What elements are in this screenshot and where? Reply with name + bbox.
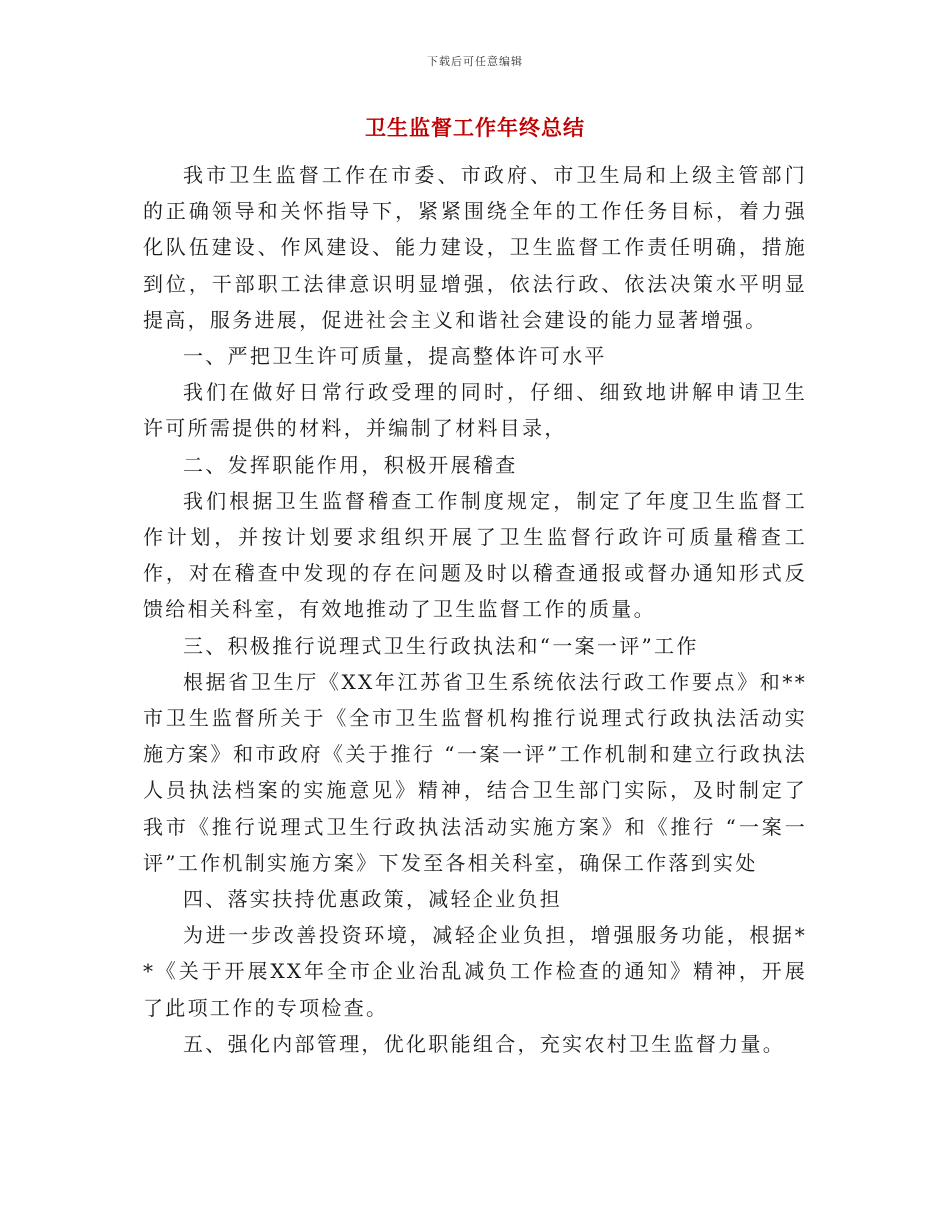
section-heading-2: 二、发挥职能作用，积极开展稽查: [183, 452, 518, 477]
intro-paragraph: 我市卫生监督工作在市委、市政府、市卫生局和上级主管部门的正确领导和关怀指导下，紧紧围绕全年的工作任务目标，着力强化队伍建设、作风建设、能力建设，卫生监督工作责任明确，措施到位，干部职工法律意识明显增强，依法行政、依法决策水平明显提高，服务进展，促进社会主义和谐社会建设的能力显著增强。: [143, 163, 807, 332]
document-title: 卫生监督工作年终总结: [365, 116, 585, 140]
section-paragraph-1: 我们在做好日常行政受理的同时，仔细、细致地讲解申请卫生许可所需提供的材料，并编制了材料目录，: [143, 380, 807, 441]
section-paragraph-4: 为进一步改善投资环境，减轻企业负担，增强服务功能，根据**《关于开展XX年全市企业治乱减负工作检查的通知》精神，开展了此项工作的专项检查。: [143, 923, 807, 1020]
section-heading-1: 一、严把卫生许可质量，提高整体许可水平: [183, 344, 607, 369]
section-heading-3: 三、积极推行说理式卫生行政执法和“一案一评”工作: [183, 633, 699, 658]
section-heading-5: 五、强化内部管理，优化职能组合，充实农村卫生监督力量。: [183, 1031, 786, 1056]
header-note: 下载后可任意编辑: [427, 55, 523, 68]
document-body: [143, 157, 807, 1062]
section-heading-4: 四、落实扶持优惠政策，减轻企业负担: [183, 887, 563, 912]
section-paragraph-3: 根据省卫生厅《XX年江苏省卫生系统依法行政工作要点》和**市卫生监督所关于《全市卫生监督机构推行说理式行政执法活动实施方案》和市政府《关于推行 “一案一评”工作机制和建立行政执法人员执法档案的实施意见》精神，结合卫生部门实际，及时制定了我市《推行说理式卫生行政执法活动实施方案》和《推行 “一案一评”工作机制实施方案》下发至各相关科室，确保工作落到实处: [143, 669, 807, 875]
section-paragraph-2: 我们根据卫生监督稽查工作制度规定，制定了年度卫生监督工作计划，并按计划要求组织开展了卫生监督行政许可质量稽查工作，对在稽查中发现的存在问题及时以稽查通报或督办通知形式反馈给相关科室，有效地推动了卫生监督工作的质量。: [143, 488, 807, 622]
